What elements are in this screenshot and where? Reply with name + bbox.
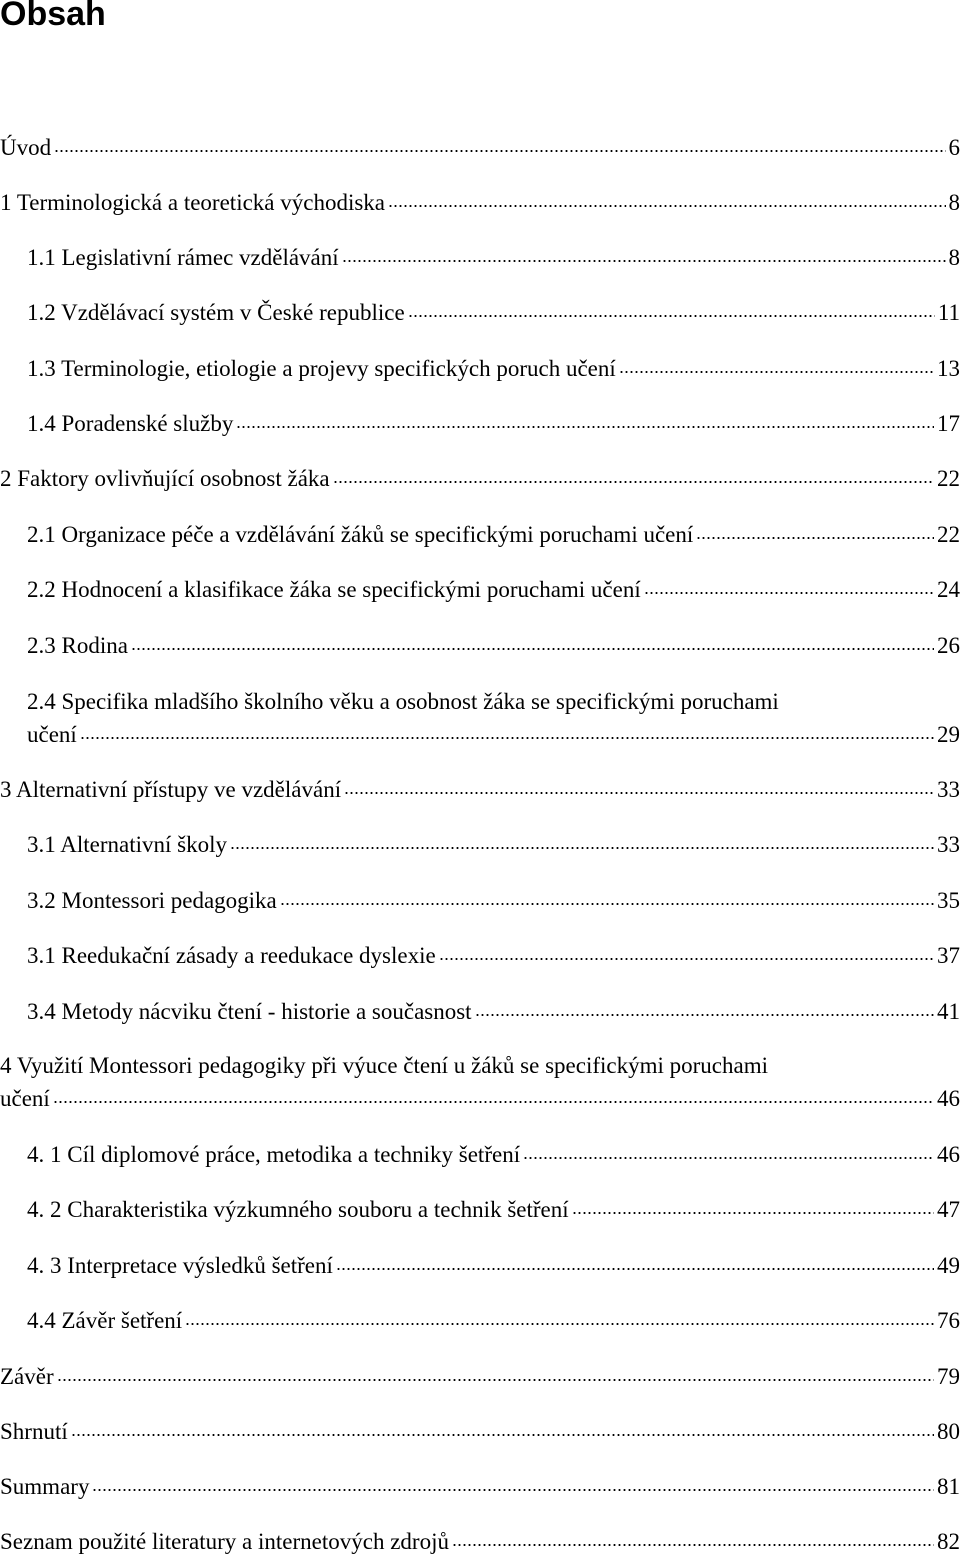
toc-entry-page: 35	[937, 888, 960, 913]
toc-entry-label: 3.1 Alternativní školy	[27, 832, 227, 857]
toc-entry-page: 76	[937, 1308, 960, 1333]
toc-entry[interactable]	[0, 631, 960, 661]
toc-entry-page: 79	[937, 1364, 960, 1389]
dot-leader	[523, 1157, 934, 1159]
dot-leader	[439, 958, 934, 960]
toc-entry[interactable]	[0, 886, 960, 916]
dot-leader	[92, 1489, 934, 1491]
toc-entry-page: 33	[937, 832, 960, 857]
toc-entry-label: učení	[0, 1086, 50, 1111]
toc-entry-label: 2.2 Hodnocení a klasifikace žáka se specifickými poruchami učení	[27, 577, 641, 602]
toc-entry[interactable]	[0, 1527, 960, 1557]
toc-entry-page: 49	[937, 1253, 960, 1278]
toc-entry-label: 2.1 Organizace péče a vzdělávání žáků se specifickými poruchami učení	[27, 522, 694, 547]
toc-entry-page: 22	[937, 466, 960, 491]
dot-leader	[408, 315, 935, 317]
toc-entry-page: 22	[937, 522, 960, 547]
toc-entry-label: 3.4 Metody nácviku čtení - historie a současnost	[27, 999, 472, 1024]
toc-entry-label: 4. 2 Charakteristika výzkumného souboru a technik šetření	[27, 1197, 569, 1222]
toc-entry-page: 11	[937, 300, 960, 325]
dot-leader	[230, 847, 934, 849]
dot-leader	[131, 648, 934, 650]
toc-entry-label: 1.4 Poradenské služby	[27, 411, 234, 436]
toc-entry[interactable]	[0, 997, 960, 1027]
toc-entry-label: 4.4 Závěr šetření	[27, 1308, 183, 1333]
toc-entry-label: Seznam použité literatury a internetových zdrojů	[0, 1529, 449, 1554]
toc-entry[interactable]	[0, 1306, 960, 1336]
toc-entry-page: 8	[948, 190, 960, 215]
toc-entry-label: Shrnutí	[0, 1419, 68, 1444]
toc-entry[interactable]	[0, 520, 960, 550]
toc-entry-page: 46	[937, 1086, 960, 1111]
toc-entry[interactable]	[0, 1053, 960, 1114]
dot-leader	[452, 1544, 934, 1546]
toc-entry-page: 13	[937, 356, 960, 381]
toc-entry-label: 3.1 Reedukační zásady a reedukace dyslexie	[27, 943, 436, 968]
toc-entry-page: 26	[937, 633, 960, 658]
toc-entry-label: Úvod	[0, 135, 52, 160]
toc-entry[interactable]	[0, 409, 960, 439]
toc-entry-label: 4. 1 Cíl diplomové práce, metodika a techniky šetření	[27, 1142, 521, 1167]
dot-leader	[388, 205, 945, 207]
toc-entry[interactable]	[0, 830, 960, 860]
toc-entry-label: Summary	[0, 1474, 90, 1499]
dot-leader	[57, 1379, 934, 1381]
toc-entry-page: 17	[937, 411, 960, 436]
toc-entry-label: 1.2 Vzdělávací systém v České republice	[27, 300, 405, 325]
toc-entry[interactable]	[0, 1472, 960, 1502]
toc-entry[interactable]	[0, 941, 960, 971]
dot-leader	[71, 1434, 934, 1436]
dot-leader	[53, 1101, 934, 1103]
dot-leader	[619, 371, 934, 373]
toc-entry[interactable]	[0, 689, 960, 750]
toc-entry-page: 47	[937, 1197, 960, 1222]
dot-leader	[644, 592, 934, 594]
toc-entry-page: 41	[937, 999, 960, 1024]
toc-entry[interactable]	[0, 1251, 960, 1281]
toc-entry[interactable]	[0, 243, 960, 273]
toc-entry-label: 2 Faktory ovlivňující osobnost žáka	[0, 466, 330, 491]
dot-leader	[333, 481, 934, 483]
toc-entry-page: 29	[937, 722, 960, 747]
dot-leader	[336, 1268, 934, 1270]
dot-leader	[236, 426, 934, 428]
dot-leader	[54, 150, 945, 152]
toc-entry[interactable]	[0, 1362, 960, 1392]
toc-entry-label-line1: 2.4 Specifika mladšího školního věku a osobnost žáka se specifickými poruchami	[27, 689, 779, 714]
toc-entry[interactable]	[0, 464, 960, 494]
toc-entry[interactable]	[0, 1140, 960, 1170]
toc-entry[interactable]	[0, 775, 960, 805]
toc-entry-page: 82	[937, 1529, 960, 1554]
toc-entry-page: 6	[948, 135, 960, 160]
toc-entry[interactable]	[0, 1195, 960, 1225]
toc-entry-label: učení	[27, 722, 77, 747]
page-title: Obsah	[0, 0, 106, 33]
toc-entry-page: 37	[937, 943, 960, 968]
toc-entry-page: 80	[937, 1419, 960, 1444]
toc-entry-label: 1.1 Legislativní rámec vzdělávání	[27, 245, 339, 270]
dot-leader	[342, 260, 946, 262]
toc-entry-label: 3 Alternativní přístupy ve vzdělávání	[0, 777, 342, 802]
toc-entry[interactable]	[0, 1417, 960, 1447]
toc-entry-page: 33	[937, 777, 960, 802]
dot-leader	[185, 1323, 934, 1325]
toc-entry[interactable]	[0, 133, 960, 163]
dot-leader	[475, 1014, 934, 1016]
dot-leader	[572, 1212, 934, 1214]
toc-entry[interactable]	[0, 575, 960, 605]
toc-entry-page: 81	[937, 1474, 960, 1499]
toc-entry[interactable]	[0, 188, 960, 218]
toc-entry-label-line1: 4 Využití Montessori pedagogiky při výuce čtení u žáků se specifickými poruchami	[0, 1053, 768, 1078]
toc-entry-page: 46	[937, 1142, 960, 1167]
toc-entry-label: 1 Terminologická a teoretická východiska	[0, 190, 386, 215]
toc-entry-label: 2.3 Rodina	[27, 633, 128, 658]
toc-entry-label: 3.2 Montessori pedagogika	[27, 888, 277, 913]
toc-entry[interactable]	[0, 298, 960, 328]
toc-entry-page: 8	[948, 245, 960, 270]
dot-leader	[80, 737, 934, 739]
toc-entry[interactable]	[0, 354, 960, 384]
dot-leader	[280, 903, 934, 905]
toc-entry-label: 4. 3 Interpretace výsledků šetření	[27, 1253, 333, 1278]
toc-entry-label: Závěr	[0, 1364, 54, 1389]
toc-entry-page: 24	[937, 577, 960, 602]
dot-leader	[344, 792, 934, 794]
toc-entry-label: 1.3 Terminologie, etiologie a projevy specifických poruch učení	[27, 356, 616, 381]
dot-leader	[696, 537, 934, 539]
